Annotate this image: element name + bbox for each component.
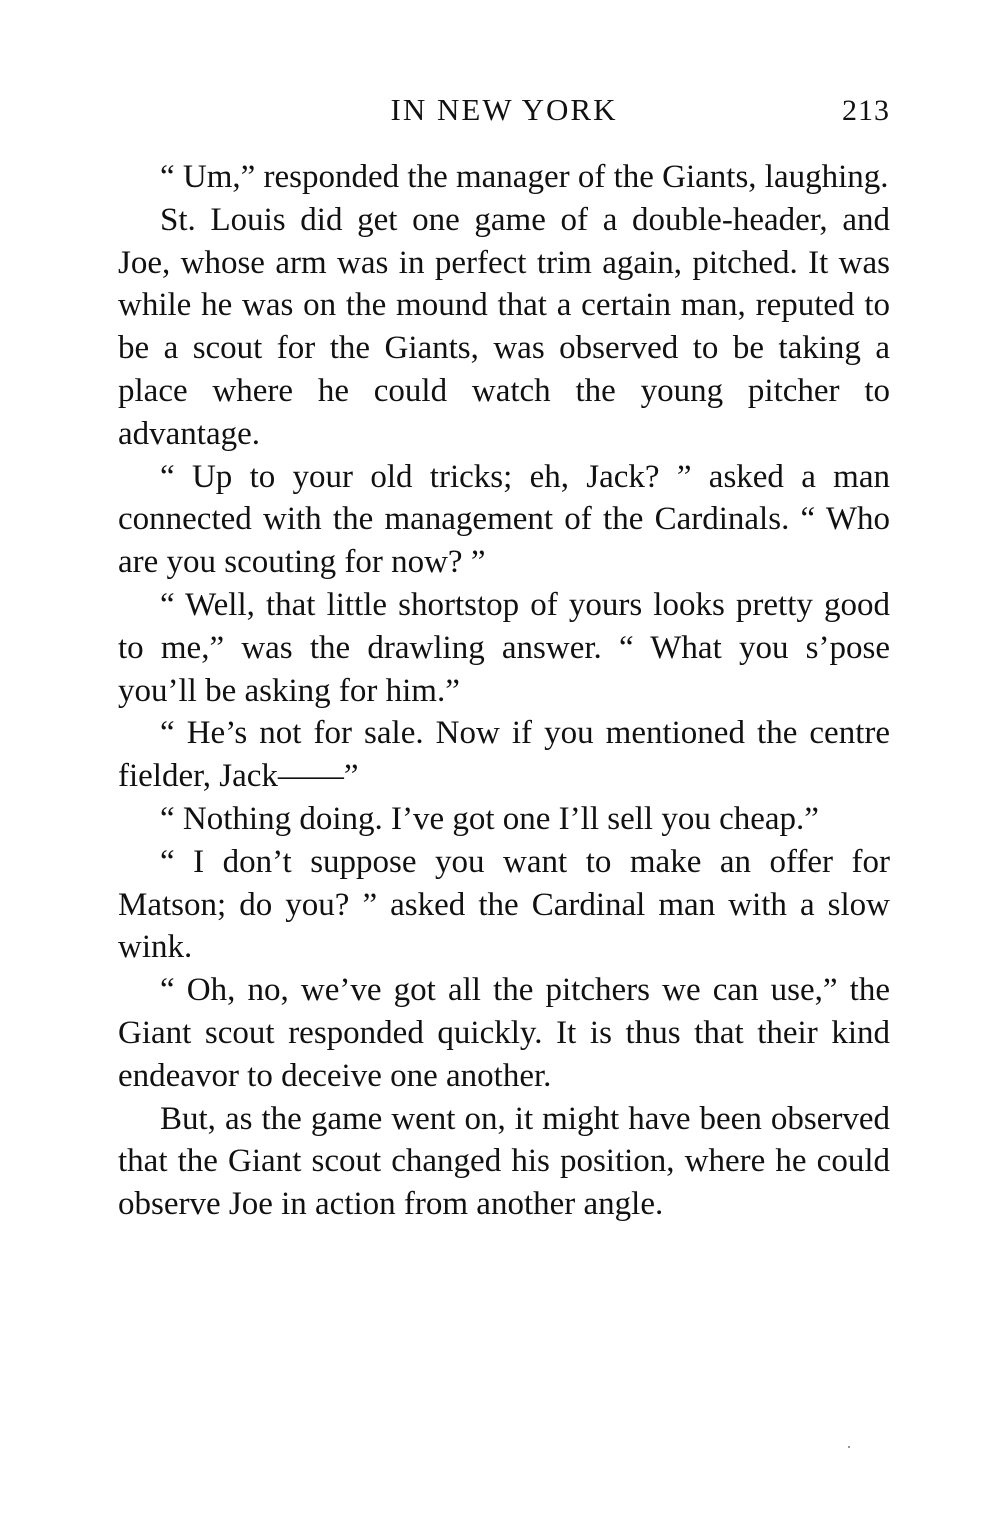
paragraph: “ Nothing doing. I’ve got one I’ll sell you cheap.” (160, 800, 819, 837)
paragraph: “ He’s not for sale. Now if you mentioned the centre fielder, Jack——” (118, 715, 890, 795)
paragraph: “ Up to your old tricks; eh, Jack? ” asked a man connected with the management of the Cardinals. “ Who are you scouting for now? ” (118, 458, 890, 581)
body-text (118, 156, 890, 1226)
running-head: IN NEW YORK (390, 92, 618, 127)
page-header (118, 88, 890, 132)
page-number: 213 (842, 94, 890, 127)
paragraph: But, as the game went on, it might have been observed that the Giant scout changed his position, where he could observe Joe in action from another angle. (118, 1100, 890, 1223)
paragraph: “ Well, that little shortstop of yours looks pretty good to me,” was the drawling answer. “ What you s’pose you’ll be asking for him.” (118, 586, 890, 709)
paragraph: “ Um,” responded the manager of the Giants, laughing. (160, 159, 889, 195)
paragraph: “ Oh, no, we’ve got all the pitchers we can use,” the Giant scout responded quickly. It is thus that their kind endeavor to deceive one another. (118, 972, 890, 1094)
paragraph: St. Louis did get one game of a double-header, and Joe, whose arm was in perfect trim again, pitched. It was while he was on the mound that a certain man, reputed to be a scout for the Giants, was observed to be taking a place where he could watch the young pitcher to advantage. (118, 201, 890, 452)
scan-speck (848, 1446, 850, 1448)
paragraph: “ I don’t suppose you want to make an offer for Matson; do you? ” asked the Cardinal man with a slow wink. (118, 843, 890, 966)
